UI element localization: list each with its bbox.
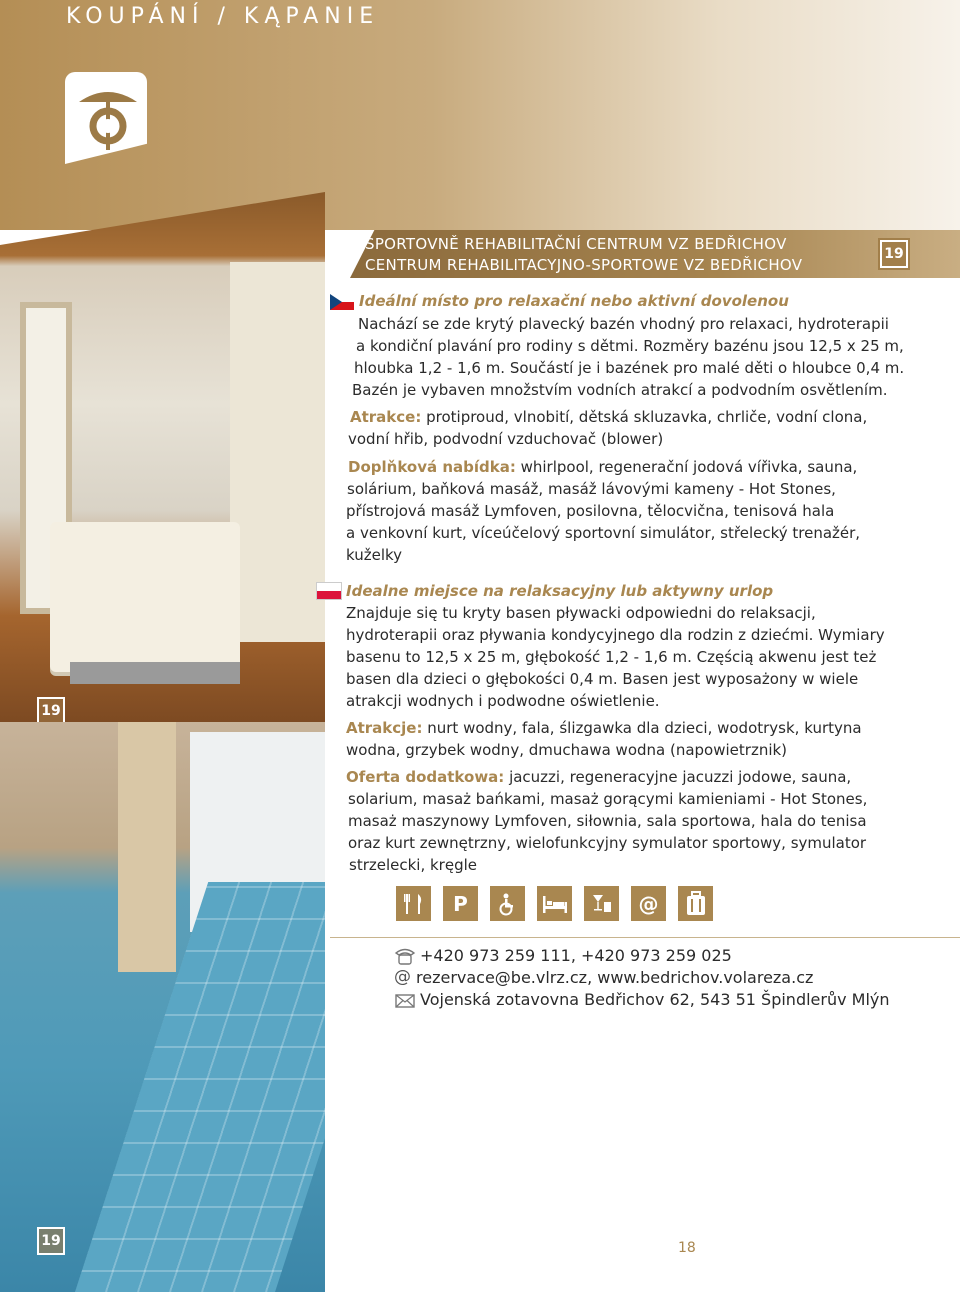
polish-flag-icon: [316, 582, 342, 600]
swimming-pool-photo: [0, 722, 325, 1292]
pl-attractions-line: wodna, grzybek wodny, dmuchawa wodna (napowietrznik): [346, 741, 788, 759]
amenities-row: [396, 886, 713, 921]
pl-attractions-label: Atrakcje:: [346, 719, 423, 737]
pl-extras-line: solarium, masaż bańkami, masaż gorącymi kamieniami - Hot Stones,: [348, 790, 868, 808]
pl-extras-line: masaż maszynowy Lymfoven, siłownia, sala sportowa, hala do tenisa: [348, 812, 867, 830]
pl-line: Znajduje się tu kryty basen pływacki odpowiedni do relaksacji,: [346, 604, 816, 622]
photo-number-badge: 19: [37, 697, 65, 725]
contact-address: Vojenská zotavovna Bedřichov 62, 543 51 Špindlerův Mlýn: [420, 990, 890, 1009]
pl-line: basenu to 12,5 x 25 m, głębokość 1,2 - 1,6 m. Częścią akwenu jest też: [346, 648, 877, 666]
pl-extras-label: Oferta dodatkowa:: [346, 768, 505, 786]
internet-icon: @: [631, 886, 666, 921]
cz-attractions-label: Atrakce:: [350, 408, 422, 426]
section-title: KOUPÁNÍ / KĄPANIE: [66, 4, 380, 29]
photo-number-badge: 19: [37, 1227, 65, 1255]
pl-extras-line: oraz kurt zewnętrzny, wielofunkcyjny symulator sportowy, symulator: [348, 834, 867, 852]
cz-attractions-line: vodní hřib, podvodní vzduchovač (blower): [348, 430, 664, 448]
contact-web[interactable]: rezervace@be.vlrz.cz, www.bedrichov.volareza.cz: [416, 968, 814, 987]
cz-extras-line: solárium, baňková masáž, masáž lávovými kameny - Hot Stones,: [347, 480, 836, 498]
contact-divider: [330, 937, 960, 938]
page-number: 18: [678, 1240, 696, 1256]
cz-line: a kondiční plavání pro rodiny s dětmi. Rozměry bazénu jsou 12,5 x 25 m,: [356, 337, 904, 355]
venue-title-pl: CENTRUM REHABILITACYJNO-SPORTOWE VZ BEDŘICHOV: [365, 256, 803, 274]
email-icon: @: [394, 967, 411, 987]
cz-line: Nachází se zde krytý plavecký bazén vhodný pro relaxaci, hydroterapii: [358, 315, 889, 333]
luggage-icon: [678, 886, 713, 921]
venue-title-cz: SPORTOVNĚ REHABILITAČNÍ CENTRUM VZ BEDŘICHOV: [365, 235, 787, 253]
pl-line: atrakcji wodnych i podwodne oświetlenie.: [346, 692, 660, 710]
pl-line: hydroterapii oraz pływania kondycyjnego dla rodzin z dziećmi. Wymiary: [346, 626, 885, 644]
parking-icon: P: [443, 886, 478, 921]
phone-icon: [394, 946, 416, 966]
entry-number-badge: 19: [880, 240, 908, 268]
bar-icon: [584, 886, 619, 921]
cz-line: Bazén je vybaven množstvím vodních atrakcí a podvodním osvětlením.: [352, 381, 888, 399]
cz-extras-line: přístrojová masáž Lymfoven, posilovna, tělocvična, tenisová hala: [346, 502, 835, 520]
czech-flag-icon: [330, 294, 354, 310]
contact-phone: +420 973 259 111, +420 973 259 025: [420, 946, 732, 965]
pl-heading: Idealne miejsce na relaksacyjny lub aktywny urlop: [346, 582, 774, 600]
pl-line: basen dla dzieci o głębokości 0,4 m. Basen jest wyposażony w wiele: [346, 670, 859, 688]
mail-envelope-icon: [394, 991, 416, 1011]
cz-extras-label: Doplňková nabídka:: [348, 458, 516, 476]
cz-extras-line: a venkovní kurt, víceúčelový sportovní simulátor, střelecký trenažér,: [346, 524, 861, 542]
cz-heading: Ideální místo pro relaxační nebo aktivní dovolenou: [359, 292, 789, 310]
wheelchair-icon: [490, 886, 525, 921]
swimming-umbrella-icon: [73, 76, 143, 156]
pl-extras-line: strzelecki, kręgle: [349, 856, 477, 874]
cz-line: hloubka 1,2 - 1,6 m. Součástí je i bazének pro malé děti o hloubce 0,4 m.: [354, 359, 905, 377]
cz-extras: Doplňková nabídka: whirlpool, regenerační jodová vířivka, sauna,: [348, 458, 858, 476]
pl-attractions: Atrakcje: nurt wodny, fala, ślizgawka dla dzieci, wodotrysk, kurtyna: [346, 719, 862, 737]
cz-extras-line: kuželky: [346, 546, 403, 564]
restaurant-icon: [396, 886, 431, 921]
pl-extras: Oferta dodatkowa: jacuzzi, regeneracyjne jacuzzi jodowe, sauna,: [346, 768, 852, 786]
cz-attractions: Atrakce: protiproud, vlnobití, dětská skluzavka, chrliče, vodní clona,: [350, 408, 868, 426]
accommodation-icon: [537, 886, 572, 921]
massage-room-photo: [0, 192, 325, 722]
